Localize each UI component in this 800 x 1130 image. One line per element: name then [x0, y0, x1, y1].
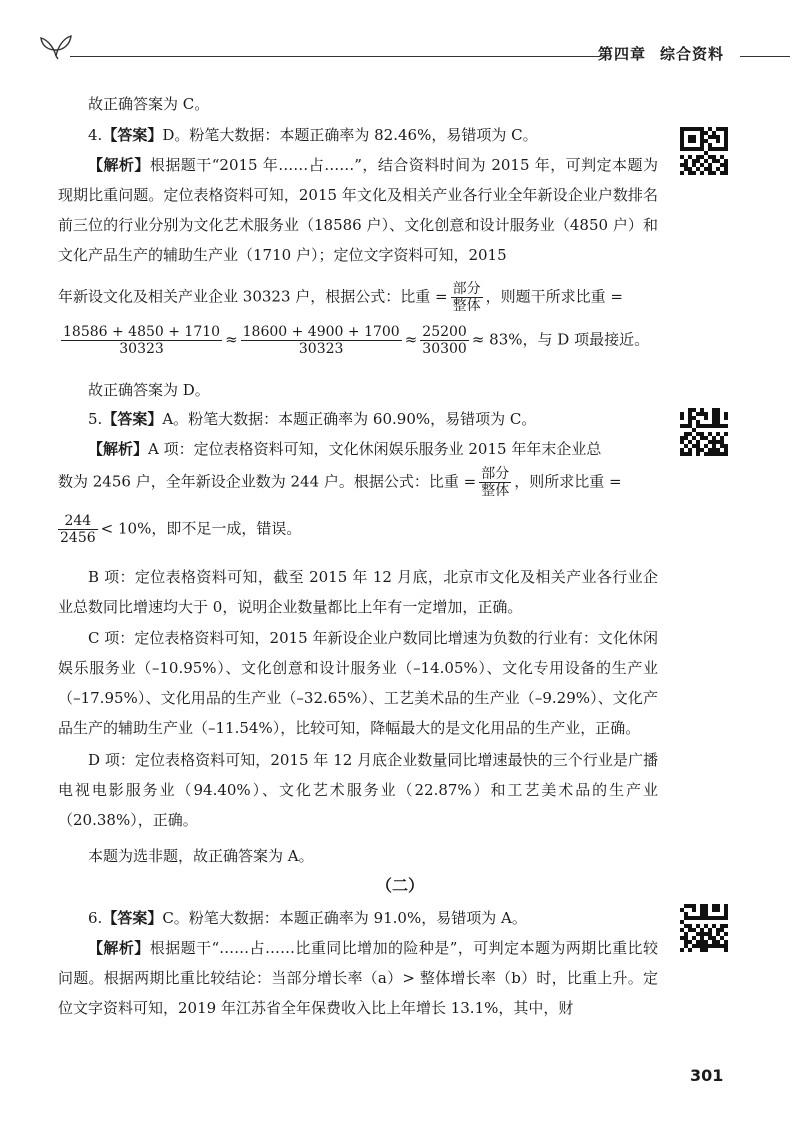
- paragraph: 故正确答案为 D。: [88, 381, 210, 399]
- paragraph: 本题为选非题，故正确答案为 A。: [88, 847, 314, 865]
- q5-option-c: C 项：定位表格资料可知，2015 年新设企业户数同比增速为负数的行业有：文化休闲娱乐服务业（–10.95%）、文化创意和设计服务业（–14.05%）、文化专用设备的生产业（–17.95%）、文化用品的生产业（–32.65%）、工艺美术品的生产业（–9.29%）、文化产品生产的辅助生产业（–11.54%），比较可知，降幅最大的是文化用品的生产业，正确。: [58, 629, 658, 737]
- paragraph: 故正确答案为 C。: [88, 95, 210, 113]
- q4-answer: 4.【答案】D。粉笔大数据：本题正确率为 82.46%，易错项为 C。: [88, 126, 538, 144]
- section-heading: （二）: [375, 876, 424, 895]
- chapter-label: 第四章: [598, 45, 647, 63]
- qr-code-icon: [680, 408, 728, 456]
- q6-explanation: 【解析】根据题干“……占……比重同比增加的险种是”，可判定本题为两期比重比较问题。根据两期比重比较结论：当部分增长率（a）> 整体增长率（b）时，比重上升。定位文字资料可知，2019 年江苏省全年保费收入比上年增长 13.1%，其中，财: [58, 939, 658, 1017]
- q5-option-b: B 项：定位表格资料可知，截至 2015 年 12 月底，北京市文化及相关产业各行业企业总数同比增速均大于 0，说明企业数量都比上年有一定增加，正确。: [58, 568, 658, 616]
- q4-explanation: 【解析】根据题干“2015 年……占……”，结合资料时间为 2015 年，可判定本题为现期比重问题。定位表格资料可知，2015 年文化及相关产业各行业全年新设企业户数排名前三位的行业分别为文化艺术服务业（18586 户）、文化创意和设计服务业（4850 户）和文化产品生产的辅助生产业（1710 户）；定位文字资料可知，2015: [58, 156, 658, 264]
- q5-answer: 5.【答案】A。粉笔大数据：本题正确率为 60.90%，易错项为 C。: [88, 410, 537, 428]
- q5-option-d: D 项：定位表格资料可知，2015 年 12 月底企业数量同比增速最快的三个行业是广播电视电影服务业（94.40%）、文化艺术服务业（22.87%）和工艺美术品的生产业（20.38%），正确。: [58, 751, 658, 829]
- header-rule: [70, 56, 600, 57]
- q6-answer: 6.【答案】C。粉笔大数据：本题正确率为 91.0%，易错项为 A。: [88, 909, 527, 927]
- q5-formula-line: 数为 2456 户，全年新设企业数为 244 户。根据公式：比重 = $\frac{\text{部分}}{\text{整体}}$ ，则所求比重 =: [58, 466, 622, 499]
- chapter-title: 综合资料: [660, 45, 725, 63]
- qr-code-icon: [680, 127, 728, 175]
- q4-explanation-formula-line: 年新设文化及相关产业企业 30323 户，根据公式：比重 = $\frac{\text{部分}}{\text{整体}}$ ，则题干所求比重 =: [58, 281, 623, 314]
- fraction: $\frac{\text{部分}}{\text{整体}}$: [452, 281, 481, 314]
- q4-equation: $\frac{18586 + 4850 + 1710}{30323}$ ≈ $\frac{18600 + 4900 + 1700}{30323}$ ≈ $\frac{25200}{30300}$ ≈ 83%，与 D 项最接近。: [63, 324, 650, 357]
- page-number: 301: [690, 1066, 724, 1085]
- qr-code-icon: [680, 904, 728, 952]
- q5-equation: $\frac{244}{2456}$ < 10%，即不足一成，错误。: [60, 513, 302, 546]
- running-header: [598, 43, 738, 64]
- q5-explanation: 【解析】A 项：定位表格资料可知，文化休闲娱乐服务业 2015 年年末企业总: [88, 440, 602, 458]
- leaf-logo-icon: [38, 30, 74, 60]
- header-rule-right: [740, 56, 790, 57]
